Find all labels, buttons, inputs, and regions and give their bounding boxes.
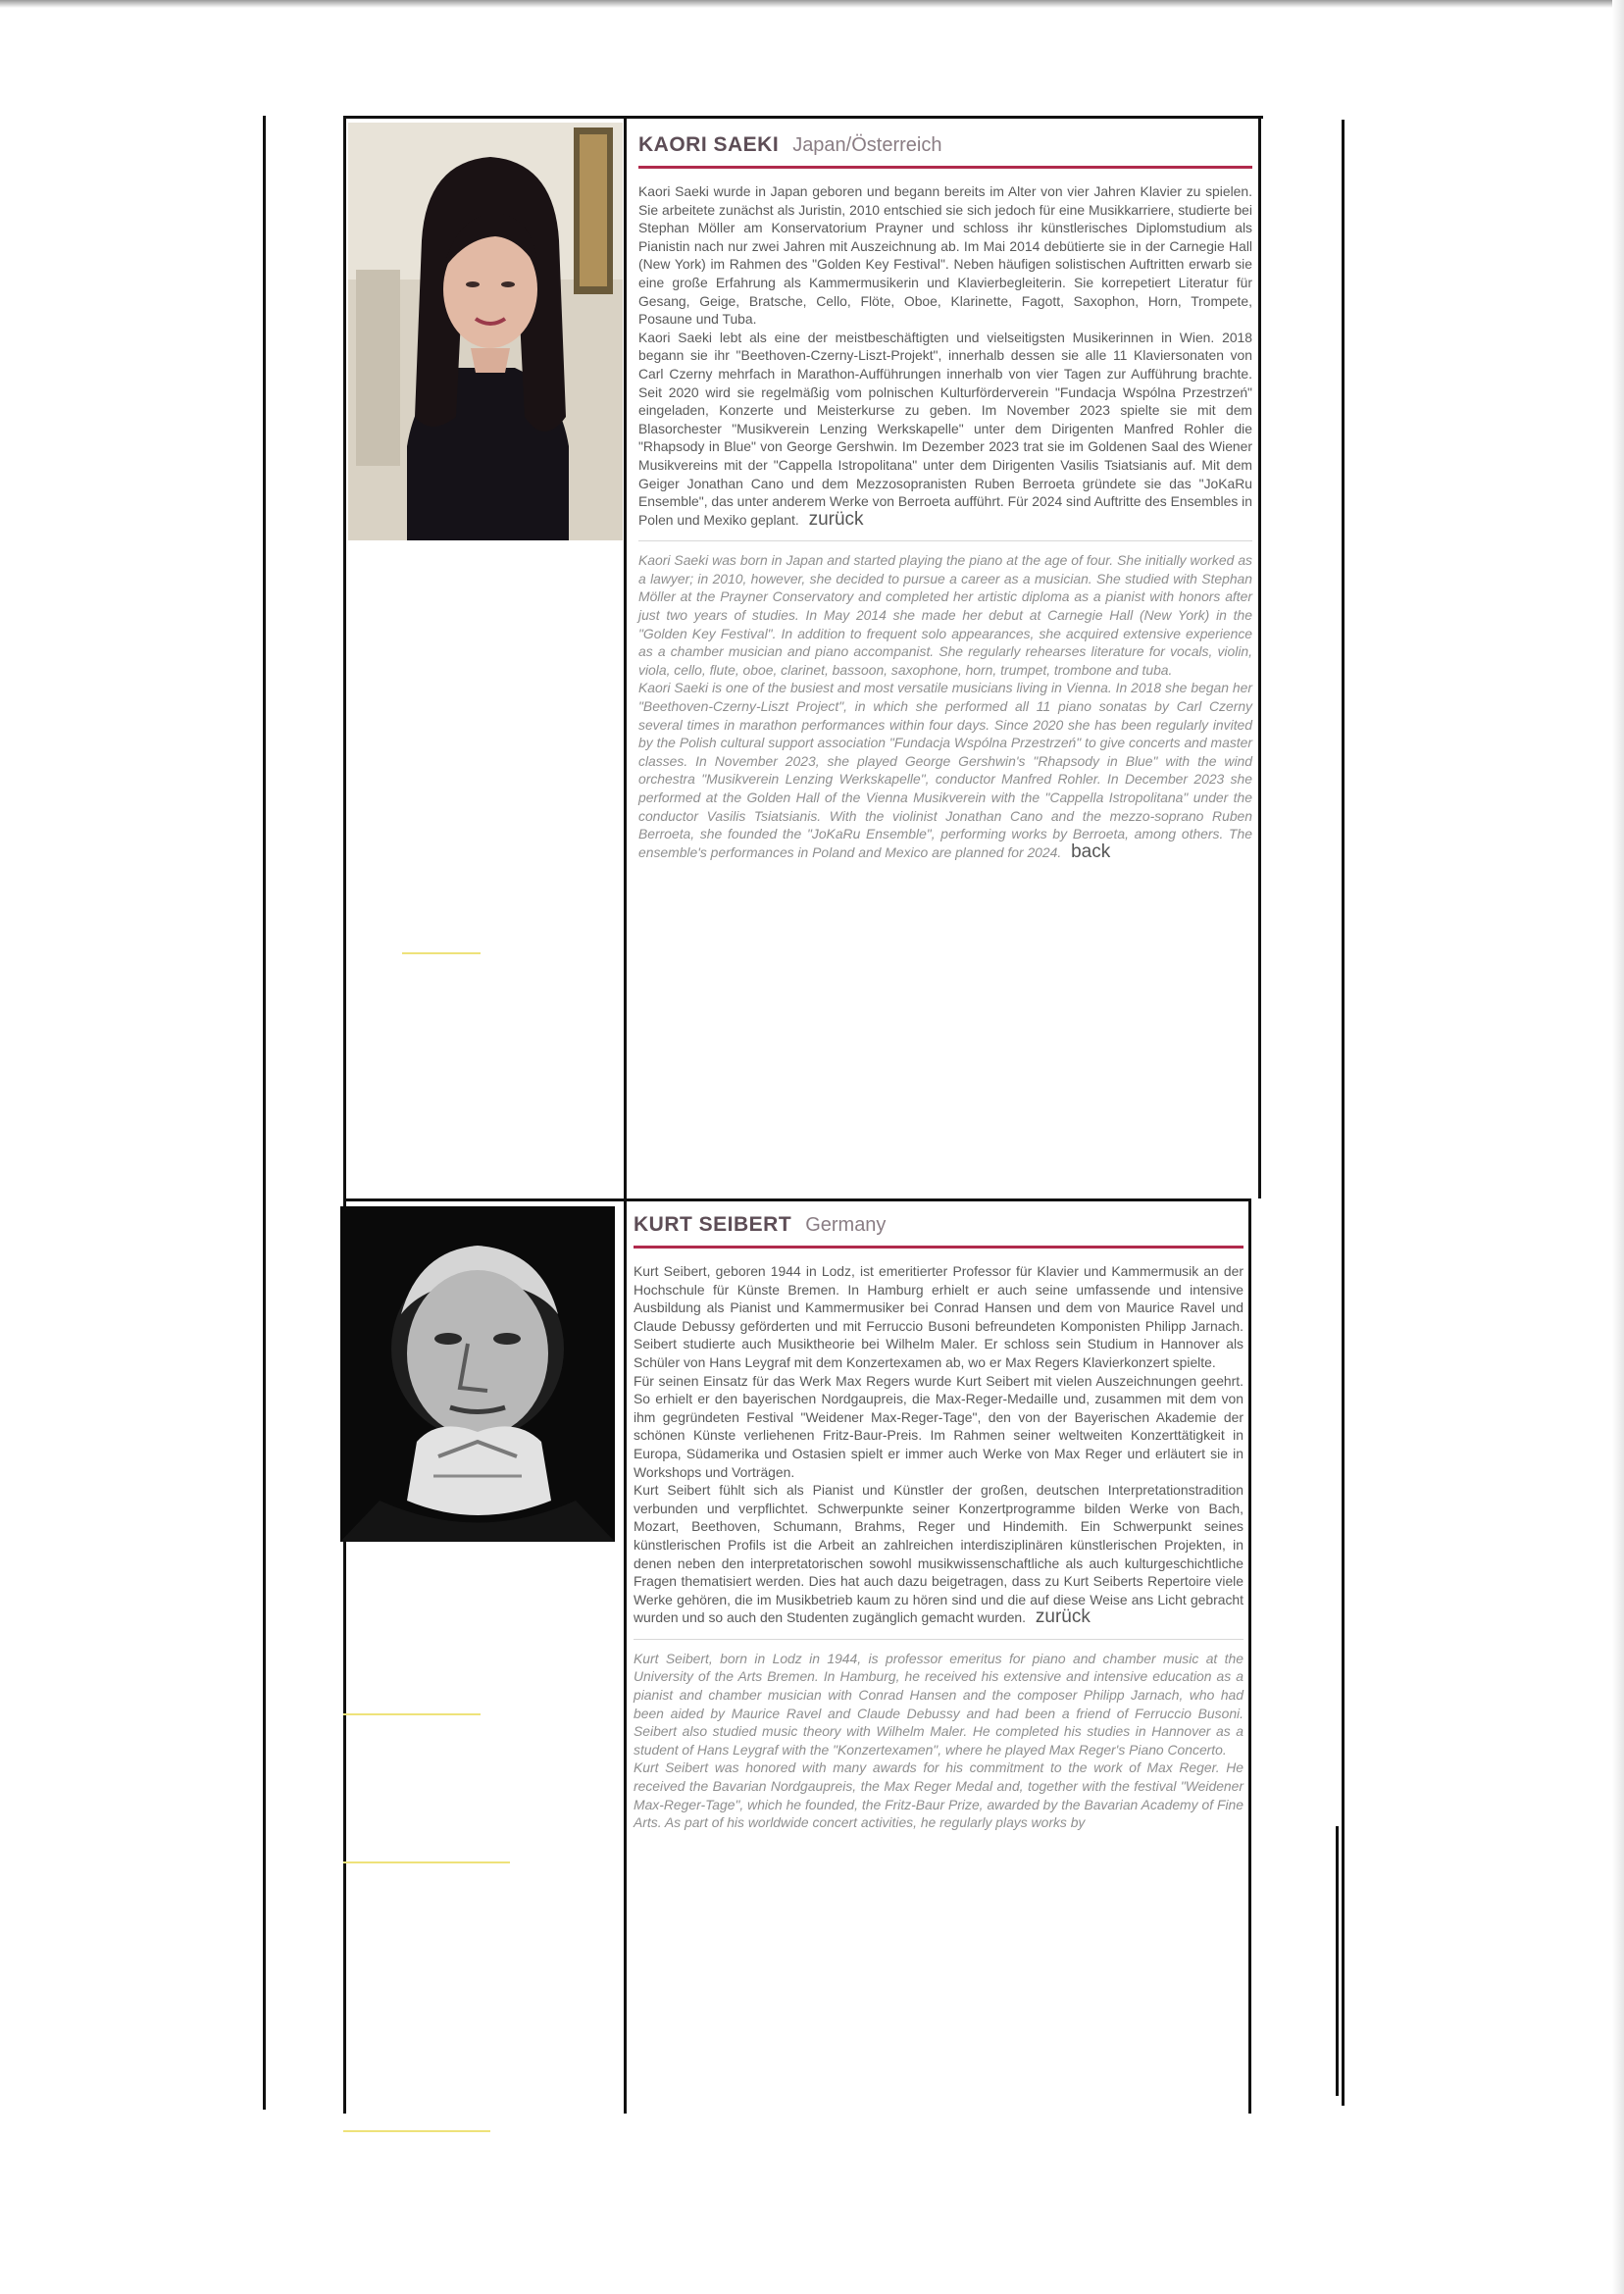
bio-paragraph-en: Kaori Saeki was born in Japan and started playing the piano at the age of four. She initially worked as a lawyer; in 2010, however, she decided to pursue a career as a musician. She studied with Stephan Möller at the Prayner Conservatory and completed her artistic diploma as a pianist with honors after just two years of studies. In May 2014 she made her debut at Carnegie Hall (New York) in the "Golden Key Festival". In addition to frequent solo appearances, she acquired extensive experience as a chamber musician and piano accompanist. She regularly rehearses literature for vocals, violin, viola, cello, flute, oboe, clarinet, bassoon, saxophone, horn, trumpet, trombone and tuba. bbox=[638, 552, 1252, 678]
table-left-border bbox=[343, 116, 346, 2114]
artist-country: Germany bbox=[805, 1214, 887, 1236]
highlight-mark bbox=[343, 1861, 510, 1863]
table-top-border bbox=[343, 116, 1263, 119]
bio-paragraph-en: Kurt Seibert, born in Lodz in 1944, is professor emeritus for piano and chamber music at the University of the Arts Bremen. In Hamburg, he received his extensive and intensive education as a pianist and chamber musician with Conrad Hansen and the composer Philipp Jarnach, who had been aided by Maurice Ravel and Claude Debussy and had been a friend of Ferruccio Busoni. Seibert also studied music theory with Wilhelm Maler. He completed his studies in Hannover as a student of Hans Leygraf with the "Konzertexamen", where he played Max Reger's Piano Concerto. bbox=[634, 1650, 1243, 1758]
artist-heading bbox=[634, 1213, 1243, 1237]
outer-right-rule-lower bbox=[1336, 1826, 1339, 2096]
kurt-seibert-bio bbox=[634, 1213, 1243, 1832]
kaori-saeki-portrait bbox=[348, 123, 623, 540]
table-middle-border bbox=[624, 116, 627, 2114]
outer-right-rule bbox=[1342, 120, 1345, 2106]
artist-name: KAORI SAEKI bbox=[638, 133, 780, 156]
heading-rule bbox=[638, 166, 1252, 169]
zurueck-link[interactable]: zurück bbox=[1035, 1606, 1091, 1628]
artist-heading bbox=[638, 133, 1252, 157]
heading-rule bbox=[634, 1246, 1243, 1249]
bio-paragraph-de: Kaori Saeki wurde in Japan geboren und begann bereits im Alter von vier Jahren Klavier zu spielen. Sie arbeitete zunächst als Juristin, 2010 entschied sie sich jedoch für eine Musikkarriere, studierte bei Stephan Möller am Konservatorium Prayner und schloss ihr künstlerisches Diplomstudium als Pianistin nach nur zwei Jahren mit Auszeichnung ab. Im Mai 2014 debütierte sie in der Carnegie Hall (New York) im Rahmen des "Golden Key Festival". Neben häufigen solistischen Auftritten erwarb sie eine große Erfahrung als Kammermusikerin und Klavierbegleiterin. Sie korrepetiert Literatur für Gesang, Geige, Bratsche, Cello, Flöte, Oboe, Klarinette, Fagott, Saxophon, Horn, Trompete, Posaune und Tuba. bbox=[638, 183, 1252, 328]
table-right-border-upper bbox=[1258, 116, 1261, 1198]
highlight-mark bbox=[343, 1713, 481, 1715]
back-link[interactable]: back bbox=[1071, 841, 1111, 862]
bio-paragraph-en: Kurt Seibert was honored with many awards for his commitment to the work of Max Reger. He received the Bavarian Nordgaupreis, the Max Reger Medal and, together with the festival "Weidener Max-Reger-Tage", which he founded, the Fritz-Baur Prize, awarded by the Bavarian Academy of Fine Arts. As part of his worldwide concert activities, he regularly plays works by bbox=[634, 1759, 1243, 1831]
bio-paragraph-de: Kaori Saeki lebt als eine der meistbeschäftigten und vielseitigsten Musikerinnen in Wien. 2018 begann sie ihr "Beethoven-Czerny-Liszt-Projekt", innerhalb dessen sie alle 11 Klaviersonaten von Carl Czerny mehrfach in Marathon-Aufführungen innerhalb von vier Tagen zur Aufführung brachte. Seit 2020 wird sie regelmäßig vom polnischen Kulturförderverein "Fundacja Wspólna Przestrzeń" eingeladen, Konzerte und Meisterkurse zu geben. Im November 2023 spielte sie mit dem Blasorchester "Musikverein Lenzing Werkskapelle" unter dem Dirigenten Manfred Rohler die "Rhapsody in Blue" von George Gershwin. Im Dezember 2023 trat sie im Goldenen Saal des Wiener Musikvereins mit der "Cappella Istropolitana" unter dem Dirigenten Vasilis Tsiatsianis auf. Mit dem Geiger Jonathan Cano und dem Mezzosopranisten Ruben Berroeta gründete sie das "JoKaRu Ensemble", das unter anderem Werke von Berroeta aufführt. Für 2024 sind Auftritte des Ensembles in Polen und Mexiko geplant. zurück bbox=[638, 329, 1252, 530]
kurt-seibert-portrait bbox=[340, 1206, 615, 1542]
highlight-mark bbox=[402, 952, 481, 954]
highlight-mark bbox=[343, 2130, 490, 2132]
bio-paragraph-de: Kurt Seibert fühlt sich als Pianist und Künstler der großen, deutschen Interpretationstradition verbunden und verpflichtet. Schwerpunkte seiner Konzertprogramme bilden Werke von Bach, Mozart, Beethoven, Schumann, Brahms, Reger und Hindemith. Ein Schwerpunkt seines künstlerischen Profils ist die Arbeit an zahlreichen interdisziplinären künstlerischen Projekten, in denen neben den interpretatorischen sowohl musikwissenschaftliche als auch kulturgeschichtliche Fragen thematisiert werden. Dies hat auch dazu beigetragen, dass zu Kurt Seiberts Repertoire viele Werke gehören, die im Musikbetrieb kaum zu hören sind und die auf diese Weise ans Licht gebracht wurden und so auch den Studenten zugänglich gemacht wurden. zurück bbox=[634, 1482, 1243, 1628]
language-separator bbox=[634, 1639, 1243, 1640]
kaori-saeki-bio bbox=[638, 133, 1252, 861]
table-right-border-lower bbox=[1248, 1198, 1251, 2114]
bio-paragraph-en: Kaori Saeki is one of the busiest and most versatile musicians living in Vienna. In 2018 she began her "Beethoven-Czerny-Liszt Project", in which she performed all 11 piano sonatas by Carl Czerny several times in marathon performances within four days. Since 2020 she has been regularly invited by the Polish cultural support association "Fundacja Wspólna Przestrzeń" to give concerts and master classes. In November 2023, she played George Gershwin's "Rhapsody in Blue" with the wind orchestra "Musikverein Lenzing Werkskapelle", conductor Manfred Rohler. In December 2023 she performed at the Golden Hall of the Vienna Musikverein with the "Cappella Istropolitana" under the conductor Vasilis Tsiatsianis. With the violinist Jonathan Cano and the mezzo-soprano Ruben Berroeta, she founded the "JoKaRu Ensemble", performing works by Berroeta, among others. The ensemble's performances in Poland and Mexico are planned for 2024. back bbox=[638, 680, 1252, 862]
language-separator bbox=[638, 540, 1252, 541]
outer-left-rule bbox=[263, 116, 266, 2110]
artist-country: Japan/Österreich bbox=[792, 134, 942, 156]
bio-paragraph-de: Für seinen Einsatz für das Werk Max Regers wurde Kurt Seibert mit vielen Auszeichnungen geehrt. So erhielt er den bayerischen Nordgaupreis, die Max-Reger-Medaille und, zusammen mit dem von ihm gegründeten Festival "Weidener Max-Reger-Tage", den von der Bayerischen Akademie der schönen Künste verliehenen Fritz-Baur-Preis. Im Rahmen seiner weltweiten Konzerttätigkeit in Europa, Südamerika und Ostasien spielt er immer auch Werke von Max Reger und erläutert sie in Workshops und Vorträgen. bbox=[634, 1372, 1243, 1480]
scan-shadow-right bbox=[1612, 0, 1624, 2294]
scan-shadow-top bbox=[0, 0, 1624, 8]
bio-paragraph-de: Kurt Seibert, geboren 1944 in Lodz, ist emeritierter Professor für Klavier und Kammermusik an der Hochschule für Künste Bremen. In Hamburg erhielt er auch seine umfassende und intensive Ausbildung als Pianist und Kammermusiker bei Conrad Hansen und dem von Maurice Ravel und Claude Debussy geförderten und mit Ferruccio Busoni befreundeten Komponisten Philipp Jarnach. Seibert studierte auch Musiktheorie bei Wilhelm Maler. Er schloss sein Studium in Hannover als Schüler von Hans Leygraf mit dem Konzertexamen ab, wo er Max Regers Klavierkonzert spielte. bbox=[634, 1263, 1243, 1370]
table-row-divider bbox=[343, 1198, 1251, 1201]
artist-name: KURT SEIBERT bbox=[634, 1213, 792, 1236]
zurueck-link[interactable]: zurück bbox=[808, 508, 864, 530]
